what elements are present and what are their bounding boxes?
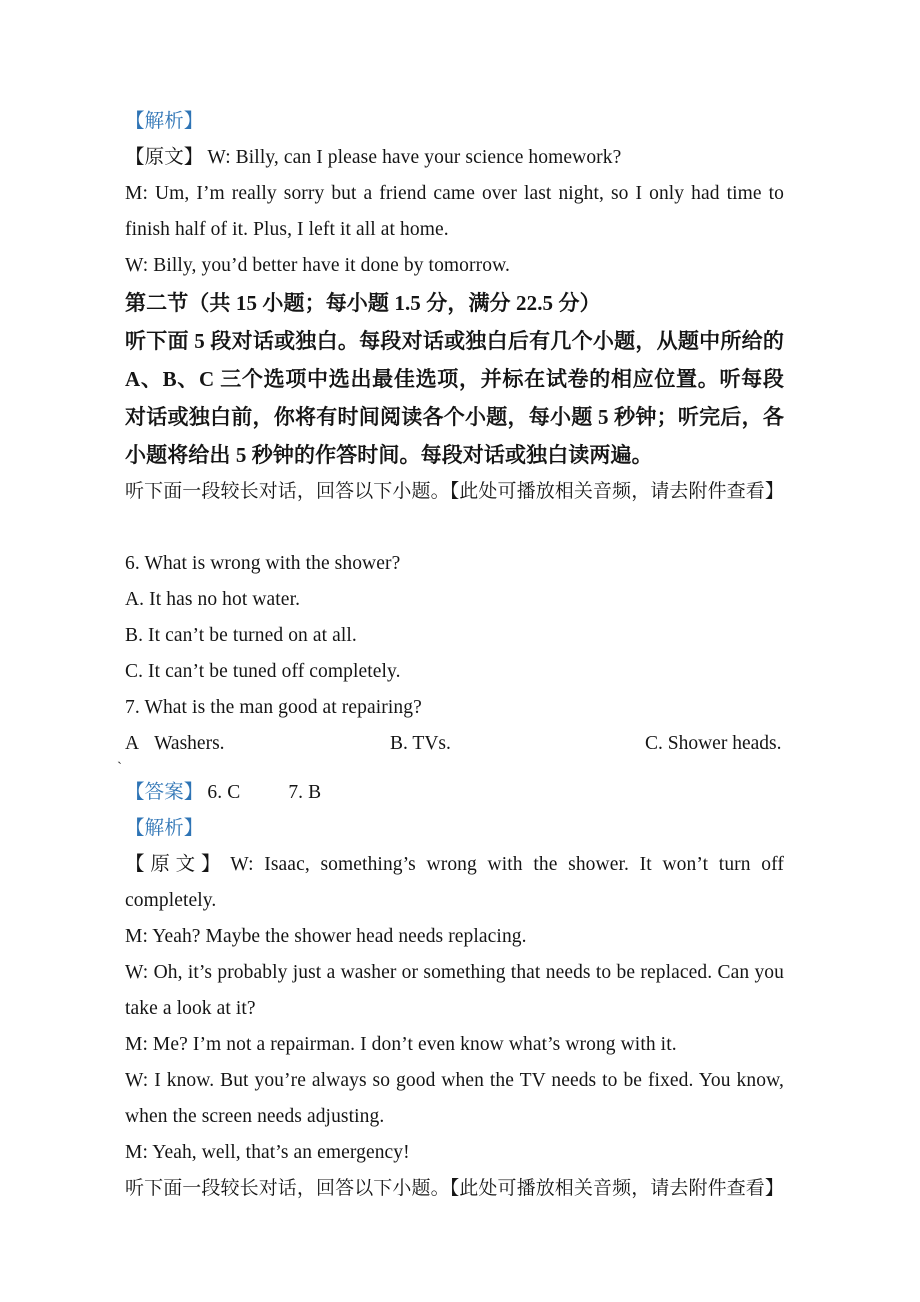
option-a-text: Washers. — [154, 733, 225, 754]
question7-option-a — [125, 726, 390, 762]
transcript-paragraph: M: Me? I’m not a repairman. I don’t even know what’s wrong with it. — [125, 1034, 677, 1055]
analysis-label: 【解析】 — [125, 111, 204, 132]
question7-stem: 7. What is the man good at repairing? — [125, 697, 422, 718]
question6-option-c: C. It can’t be tuned off completely. — [125, 661, 401, 682]
transcript-text: W: Billy, can I please have your science homework? — [207, 147, 622, 168]
answer-7: 7. B — [288, 782, 322, 803]
transcript-text: W: Isaac, something’s wrong with the shower. It won’t turn off completely. — [125, 854, 784, 911]
option-a-letter: A — [125, 733, 140, 754]
transcript-paragraph: M: Yeah, well, that’s an emergency! — [125, 1142, 410, 1163]
analysis-heading-1 — [125, 104, 784, 140]
answer-line — [125, 775, 784, 811]
question6-stem: 6. What is wrong with the shower? — [125, 553, 401, 574]
question6-option-a: A. It has no hot water. — [125, 589, 301, 610]
transcript-paragraph: M: Um, I’m really sorry but a friend came over last night, so I only had time to finish half of it. Plus, I left it all at home. — [125, 183, 784, 240]
transcript-paragraph: W: Billy, you’d better have it done by tomorrow. — [125, 255, 510, 276]
listen-prompt-2: 听下面一段较长对话，回答以下小题。【此处可播放相关音频，请去附件查看】 — [125, 1178, 785, 1199]
transcript-paragraph — [125, 140, 784, 176]
source-label: 【原文】 — [125, 854, 227, 875]
stray-tick-mark: ` — [117, 760, 122, 776]
question6-option-b: B. It can’t be turned on at all. — [125, 625, 357, 646]
transcript-paragraph: W: Oh, it’s probably just a washer or something that needs to be replaced. Can you take a look at it? — [125, 962, 784, 1019]
section2-instructions: 听下面 5 段对话或独白。每段对话或独白后有几个小题，从题中所给的 A、B、C 三个选项中选出最佳选项，并标在试卷的相应位置。听每段对话或独白前，你将有时间阅读各个小题，每小题 5 秒钟；听完后，各小题将给出 5 秒钟的作答时间。每段对话或独白读两遍。 — [125, 329, 784, 467]
listen-prompt-1: 听下面一段较长对话，回答以下小题。【此处可播放相关音频，请去附件查看】 — [125, 481, 785, 502]
question7-options-row — [125, 726, 784, 762]
answer-6: 6. C — [207, 782, 241, 803]
blank-line — [125, 510, 784, 546]
section2-title: 第二节（共 15 小题；每小题 1.5 分，满分 22.5 分） — [125, 291, 601, 315]
analysis-label: 【解析】 — [125, 818, 204, 839]
question7-option-c: C. Shower heads. — [645, 733, 782, 754]
question7-option-b: B. TVs. — [390, 733, 451, 754]
source-label: 【原文】 — [125, 147, 204, 168]
analysis-heading-2 — [125, 811, 784, 847]
answer-label: 【答案】 — [125, 782, 204, 803]
transcript-paragraph — [125, 847, 784, 919]
transcript-paragraph: W: I know. But you’re always so good when the TV needs to be fixed. You know, when the screen needs adjusting. — [125, 1070, 784, 1127]
transcript-paragraph: M: Yeah? Maybe the shower head needs replacing. — [125, 926, 527, 947]
